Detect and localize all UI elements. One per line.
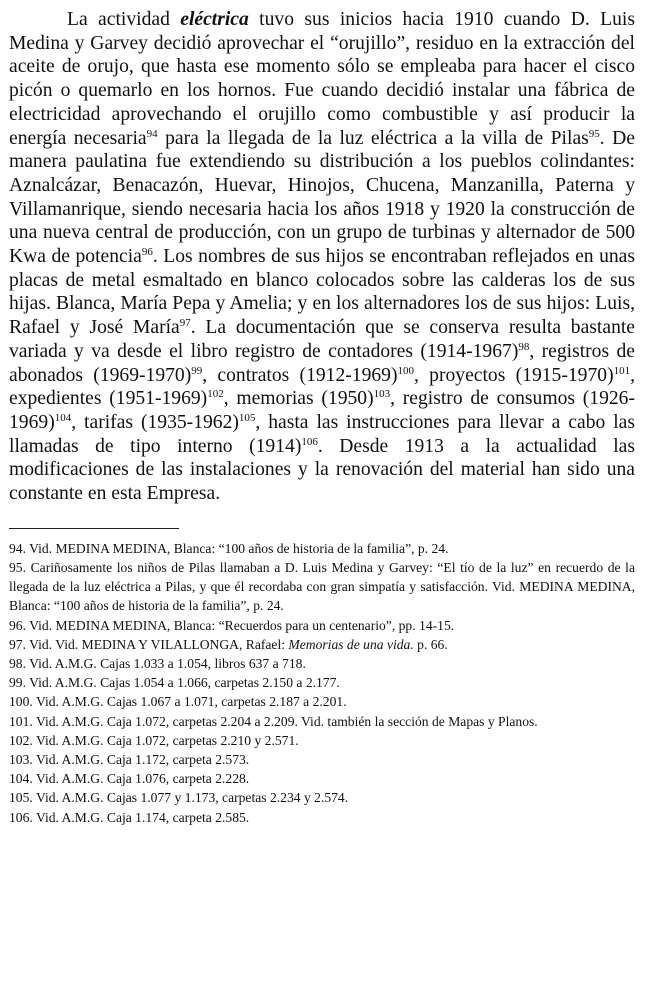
footnote-ref-100[interactable]: 100: [397, 364, 414, 377]
footnote-ref-104[interactable]: 104: [54, 411, 72, 424]
footnote-ref-106[interactable]: 106: [301, 435, 318, 448]
text-run: , registro de consumos (1926-1969): [9, 388, 636, 433]
text-run: . Desde 1913 a la actualidad las modificaciones de las instalaciones y la renovación del material han sido una constante en esta Empresa.: [9, 435, 635, 505]
footnote-ref-95[interactable]: 95: [588, 127, 600, 140]
footnote-ref-102[interactable]: 102: [207, 388, 224, 401]
footnote-95: 95. Cariñosamente los niños de Pilas llamaban a D. Luis Medina y Garvey: “El tío de la luz” en recuerdo de la llegada de la luz eléctrica a Pilas, y que él recordaba con gran simpatía y satisfacción. Vid. MEDINA MEDINA, Blanca: “100 años de historia de la familia”, p. 24.: [9, 559, 635, 614]
text-run: , registros de abonados (1969-1970): [9, 340, 635, 386]
footnote-105: 105. Vid. A.M.G. Cajas 1.077 y 1.173, carpetas 2.234 y 2.574.: [9, 790, 349, 806]
footnote-97-title: Memorias de una vida.: [288, 636, 414, 652]
footnote-ref-99[interactable]: 99: [191, 364, 203, 377]
text-run: . Los nombres de sus hijos se encontraban reflejados en unas placas de metal esmaltado en blanco colocados sobre las calderas los de sus hijas. Blanca, María Pepa y Amelia; y en los alternadores los de sus hijos: Luis, Rafael y José María: [9, 246, 635, 339]
footnote-ref-96[interactable]: 96: [141, 246, 153, 259]
footnote-101: 101. Vid. A.M.G. Caja 1.072, carpetas 2.204 a 2.209. Vid. también la sección de Mapas y Planos.: [9, 713, 538, 729]
footnote-97-text: 97. Vid. Vid. MEDINA Y VILALLONGA, Rafael:: [9, 636, 289, 652]
footnote-ref-105[interactable]: 105: [238, 411, 256, 424]
footnote-100: 100. Vid. A.M.G. Cajas 1.067 a 1.071, carpetas 2.187 a 2.201.: [9, 694, 347, 710]
text-run: , tarifas (1935-1962): [71, 411, 239, 433]
footnote-ref-98[interactable]: 98: [518, 340, 530, 353]
footnotes: [9, 539, 635, 827]
text-run: . De manera paulatina fue extendiendo su distribución a los pueblos colindantes: Aznalcázar, Benacazón, Huevar, Hinojos, Chucena, Manzanilla, Paterna y Villamanrique, siendo necesaria hacia los años 1918 y 1920 la construcción de una nueva central de producción, con un grupo de turbinas y alternador de 500 Kwa de potencia: [9, 127, 635, 268]
main-paragraph: [9, 8, 635, 506]
text-run: , memorias (1950): [223, 388, 374, 410]
footnote-ref-103[interactable]: 103: [373, 388, 391, 401]
footnote-99: 99. Vid. A.M.G. Cajas 1.054 a 1.066, carpetas 2.150 a 2.177.: [9, 675, 340, 691]
emphasized-word: eléctrica: [180, 9, 249, 30]
text-run: , proyectos (1915-1970): [414, 364, 614, 386]
footnote-ref-101[interactable]: 101: [613, 364, 631, 377]
text-run: , contratos (1912-1969): [202, 364, 398, 386]
footnote-97: [9, 635, 635, 654]
text-run: tuvo sus inicios hacia 1910 cuando D. Luis Medina y Garvey decidió aprovechar el “orujillo”, residuo en la extracción del aceite de orujo, que hasta ese momento sólo se empleaba para hacer el cisco picón o quemarlo en los hornos. Fue cuando decidió instalar una fábrica de electricidad aprovechando el orujillo como combustible y así producir la energía necesaria: [9, 9, 635, 149]
footnote-ref-94[interactable]: 94: [146, 127, 158, 140]
footnote-96: 96. Vid. MEDINA MEDINA, Blanca: “Recuerdos para un centenario”, pp. 14-15.: [9, 617, 455, 633]
footnote-ref-97[interactable]: 97: [179, 317, 191, 330]
text-run: La actividad: [67, 9, 181, 30]
text-run: , expedientes (1951-1969): [9, 364, 636, 410]
footnote-103: 103. Vid. A.M.G. Caja 1.172, carpeta 2.573.: [9, 752, 250, 767]
footnote-104: 104. Vid. A.M.G. Caja 1.076, carpeta 2.228.: [9, 771, 250, 787]
footnote-94: 94. Vid. MEDINA MEDINA, Blanca: “100 años de historia de la familia”, p. 24.: [9, 540, 449, 556]
footnote-98: 98. Vid. A.M.G. Cajas 1.033 a 1.054, libros 637 a 718.: [9, 655, 306, 671]
footnote-separator: [9, 528, 179, 529]
text-run: para la llegada de la luz eléctrica a la villa de Pilas: [157, 127, 589, 149]
text-run: , hasta las instrucciones para llevar a cabo las llamadas de tipo interno (1914): [9, 411, 635, 457]
footnote-97-page: p. 66.: [413, 636, 448, 652]
text-run: . La documentación que se conserva resulta bastante variada y va desde el libro registro de contadores (1914-1967): [9, 317, 636, 362]
footnote-102: 102. Vid. A.M.G. Caja 1.072, carpetas 2.210 y 2.571.: [9, 732, 299, 748]
footnote-106: 106. Vid. A.M.G. Caja 1.174, carpeta 2.585.: [9, 809, 250, 825]
